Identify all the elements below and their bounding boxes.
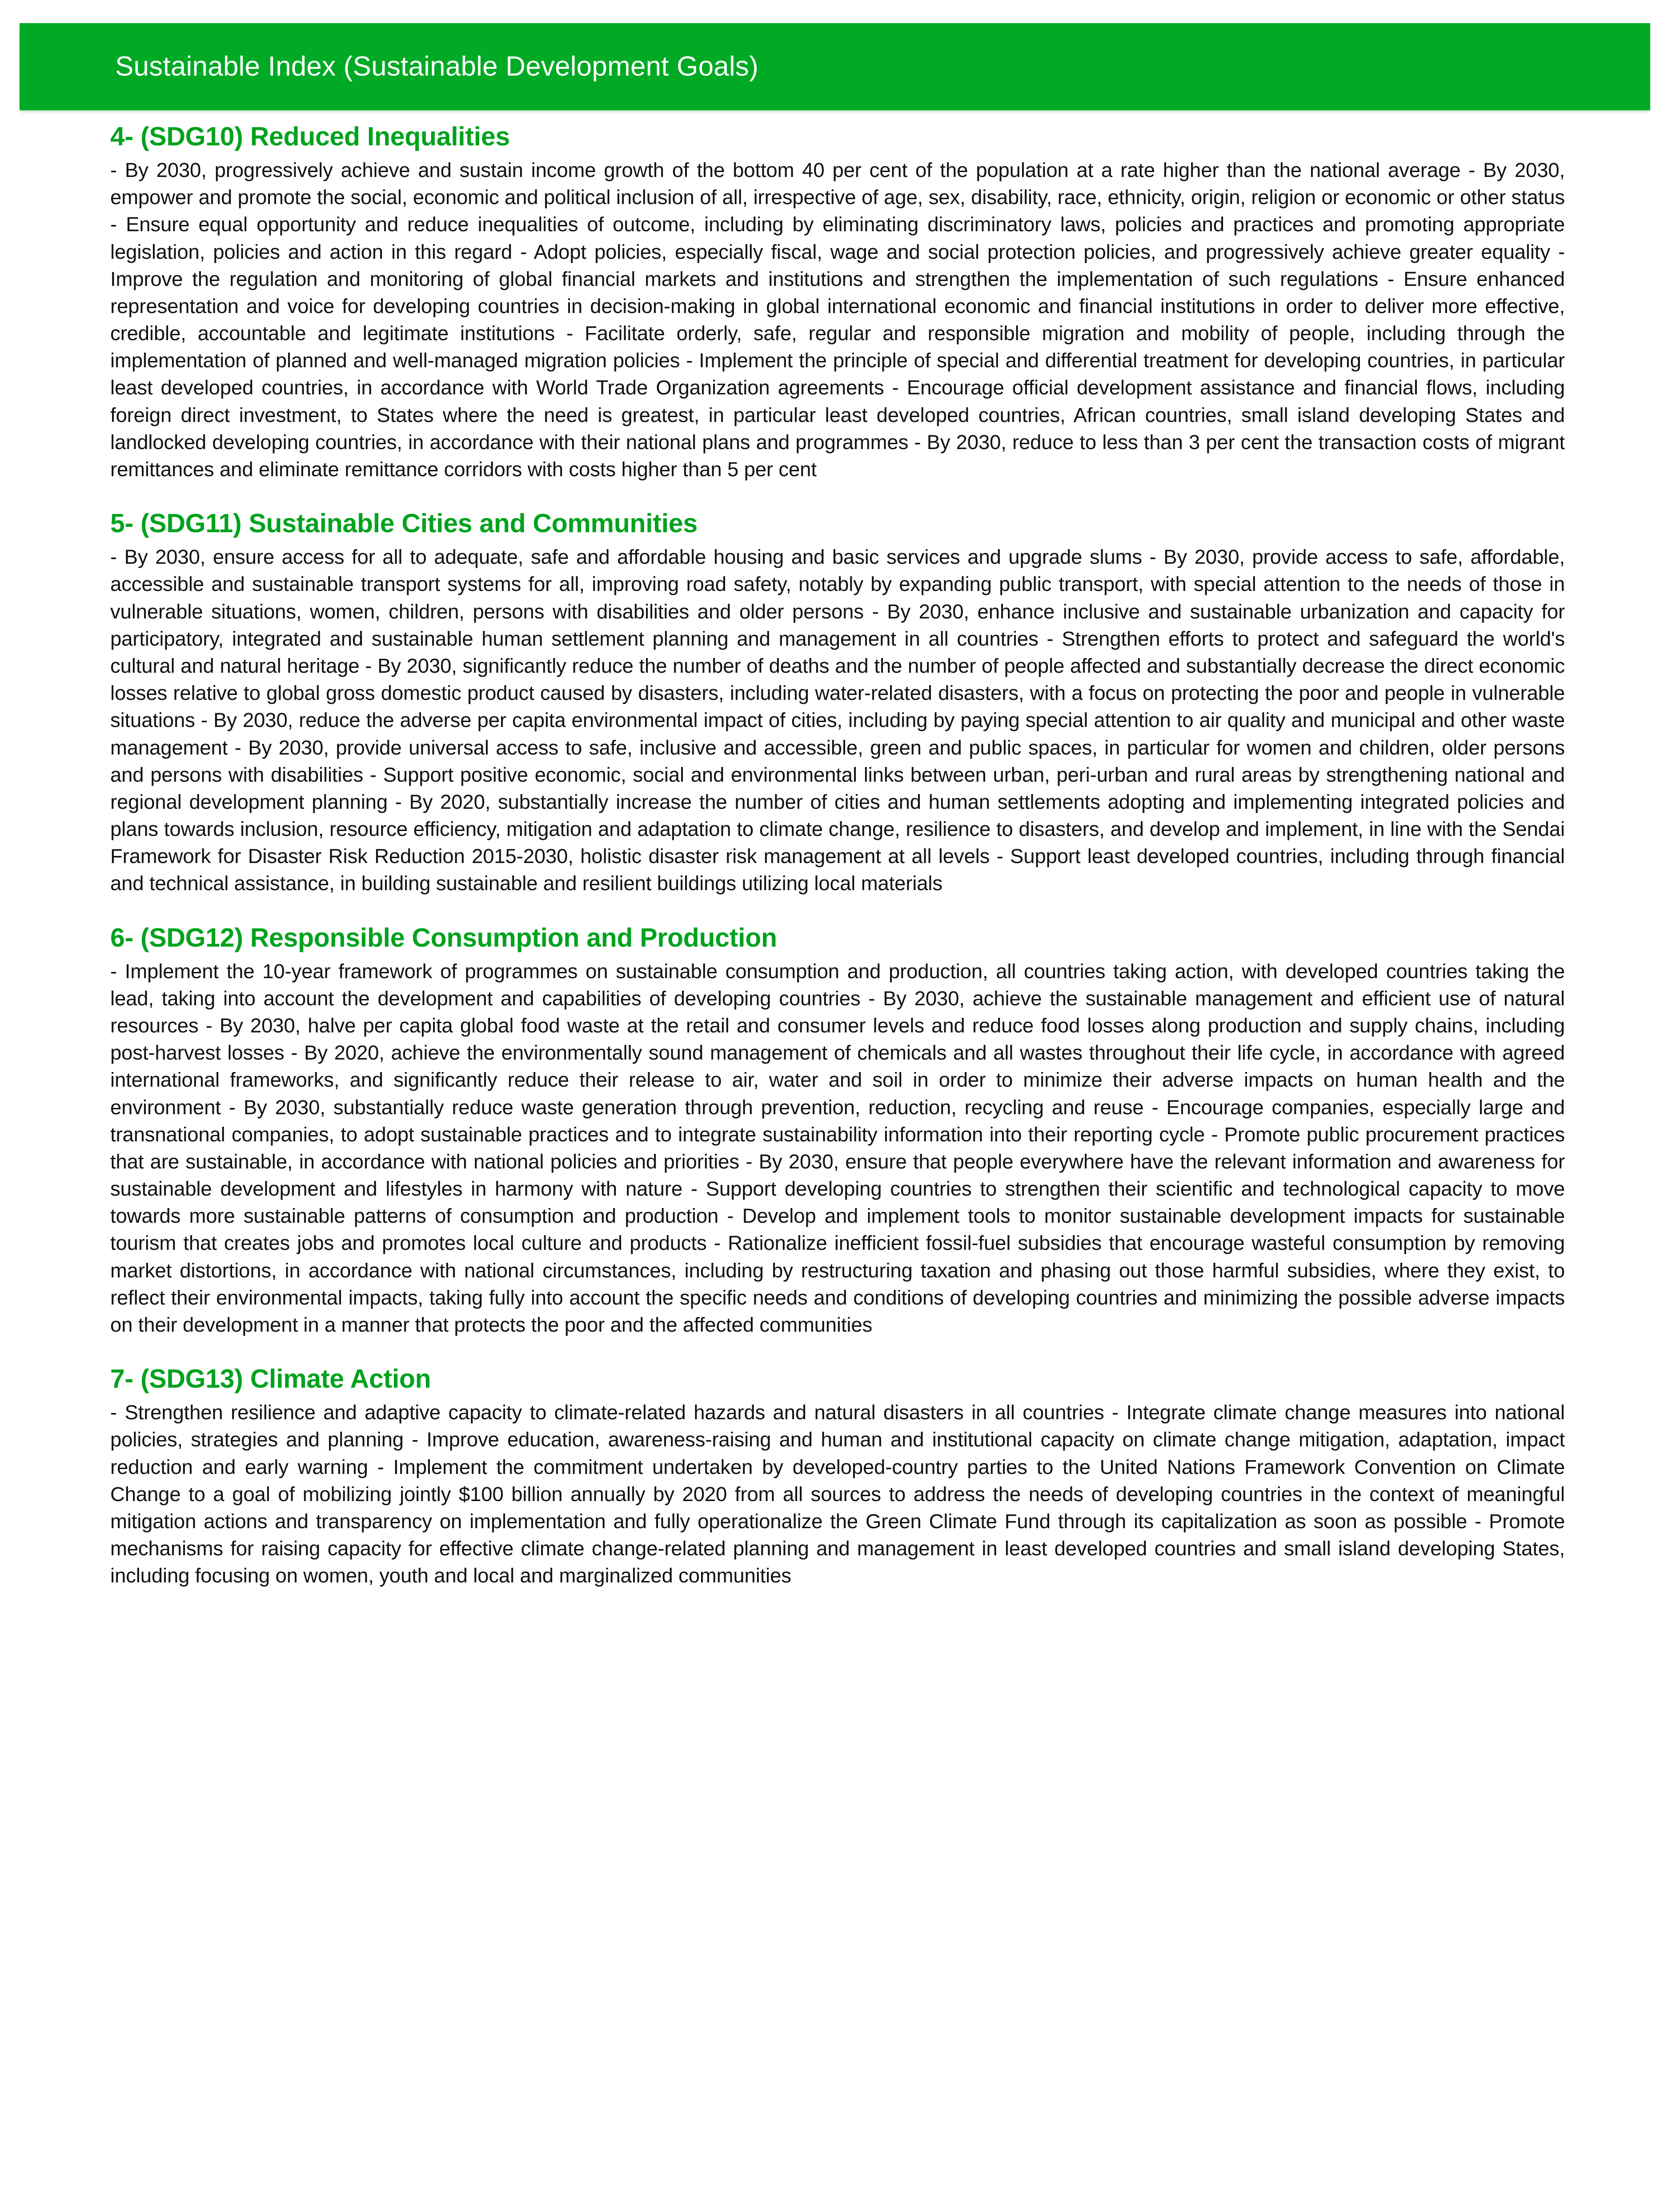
section-heading: 4- (SDG10) Reduced Inequalities bbox=[110, 122, 510, 151]
section-body: - Implement the 10-year framework of programmes on sustainable consumption and production, all countries taking action, with developed countries taking the lead, taking into account the development and capabilities of developing countries - By 2030, achieve the sustainable management and efficient use of natural resources - By 2030, halve per capita global food waste at the retail and consumer levels and reduce food losses along production and supply chains, including post-harvest losses - By 2020, achieve the environmentally sound management of chemicals and all wastes throughout their life cycle, in accordance with agreed international frameworks, and significantly reduce their release to air, water and soil in order to minimize their adverse impacts on human health and the environment - By 2030, substantially reduce waste generation through prevention, reduction, recycling and reuse - Encourage companies, especially large and transnational companies, to adopt sustainable practices and to integrate sustainability information into their reporting cycle - Promote public procurement practices that are sustainable, in accordance with national policies and priorities - By 2030, ensure that people everywhere have the relevant information and awareness for sustainable development and lifestyles in harmony with nature - Support developing countries to strengthen their scientific and technological capacity to move towards more sustainable patterns of consumption and production - Develop and implement tools to monitor sustainable development impacts for sustainable tourism that creates jobs and promotes local culture and products - Rationalize inefficient fossil-fuel subsidies that encourage wasteful consumption by removing market distortions, in accordance with national circumstances, including by restructuring taxation and phasing out those harmful subsidies, where they exist, to reflect their environmental impacts, taking fully into account the specific needs and conditions of developing countries and minimizing the possible adverse impacts on their development in a manner that protects the poor and the affected communities bbox=[110, 959, 1565, 1337]
section-sdg11 bbox=[110, 508, 1565, 897]
section-sdg10 bbox=[110, 121, 1565, 483]
page-banner bbox=[20, 23, 1650, 110]
page-title: Sustainable Index (Sustainable Development Goals) bbox=[115, 51, 758, 82]
document-content bbox=[110, 121, 1565, 1590]
section-heading: 7- (SDG13) Climate Action bbox=[110, 1364, 431, 1394]
section-body: - By 2030, ensure access for all to adequate, safe and affordable housing and basic services and upgrade slums - By 2030, provide access to safe, affordable, accessible and sustainable transport systems for all, improving road safety, notably by expanding public transport, with special attention to the needs of those in vulnerable situations, women, children, persons with disabilities and older persons - By 2030, enhance inclusive and sustainable urbanization and capacity for participatory, integrated and sustainable human settlement planning and management in all countries - Strengthen efforts to protect and safeguard the world's cultural and natural heritage - By 2030, significantly reduce the number of deaths and the number of people affected and substantially decrease the direct economic losses relative to global gross domestic product caused by disasters, including water-related disasters, with a focus on protecting the poor and people in vulnerable situations - By 2030, reduce the adverse per capita environmental impact of cities, including by paying special attention to air quality and municipal and other waste management - By 2030, provide universal access to safe, inclusive and accessible, green and public spaces, in particular for women and children, older persons and persons with disabilities - Support positive economic, social and environmental links between urban, peri-urban and rural areas by strengthening national and regional development planning - By 2020, substantially increase the number of cities and human settlements adopting and implementing integrated policies and plans towards inclusion, resource efficiency, mitigation and adaptation to climate change, resilience to disasters, and develop and implement, in line with the Sendai Framework for Disaster Risk Reduction 2015-2030, holistic disaster risk management at all levels - Support least developed countries, including through financial and technical assistance, in building sustainable and resilient buildings utilizing local materials bbox=[110, 546, 1565, 895]
section-heading: 5- (SDG11) Sustainable Cities and Communities bbox=[110, 509, 698, 538]
section-heading: 6- (SDG12) Responsible Consumption and Production bbox=[110, 923, 777, 952]
section-sdg12 bbox=[110, 922, 1565, 1339]
section-body: - By 2030, progressively achieve and sustain income growth of the bottom 40 per cent of the population at a rate higher than the national average - By 2030, empower and promote the social, economic and political inclusion of all, irrespective of age, sex, disability, race, ethnicity, origin, religion or economic or other status - Ensure equal opportunity and reduce inequalities of outcome, including by eliminating discriminatory laws, policies and practices and promoting appropriate legislation, policies and action in this regard - Adopt policies, especially fiscal, wage and social protection policies, and progressively achieve greater equality - Improve the regulation and monitoring of global financial markets and institutions and strengthen the implementation of such regulations - Ensure enhanced representation and voice for developing countries in decision-making in global international economic and financial institutions in order to deliver more effective, credible, accountable and legitimate institutions - Facilitate orderly, safe, regular and responsible migration and mobility of people, including through the implementation of planned and well-managed migration policies - Implement the principle of special and differential treatment for developing countries, in particular least developed countries, in accordance with World Trade Organization agreements - Encourage official development assistance and financial flows, including foreign direct investment, to States where the need is greatest, in particular least developed countries, African countries, small island developing States and landlocked developing countries, in accordance with their national plans and programmes - By 2030, reduce to less than 3 per cent the transaction costs of migrant remittances and eliminate remittance corridors with costs higher than 5 per cent bbox=[110, 158, 1565, 481]
section-body: - Strengthen resilience and adaptive capacity to climate-related hazards and natural disasters in all countries - Integrate climate change measures into national policies, strategies and planning - Improve education, awareness-raising and human and institutional capacity on climate change mitigation, adaptation, impact reduction and early warning - Implement the commitment undertaken by developed-country parties to the United Nations Framework Convention on Climate Change to a goal of mobilizing jointly $100 billion annually by 2020 from all sources to address the needs of developing countries in the context of meaningful mitigation actions and transparency on implementation and fully operationalize the Green Climate Fund through its capitalization as soon as possible - Promote mechanisms for raising capacity for effective climate change-related planning and management in least developed countries and small island developing States, including focusing on women, youth and local and marginalized communities bbox=[110, 1401, 1565, 1587]
section-sdg13 bbox=[110, 1363, 1565, 1589]
